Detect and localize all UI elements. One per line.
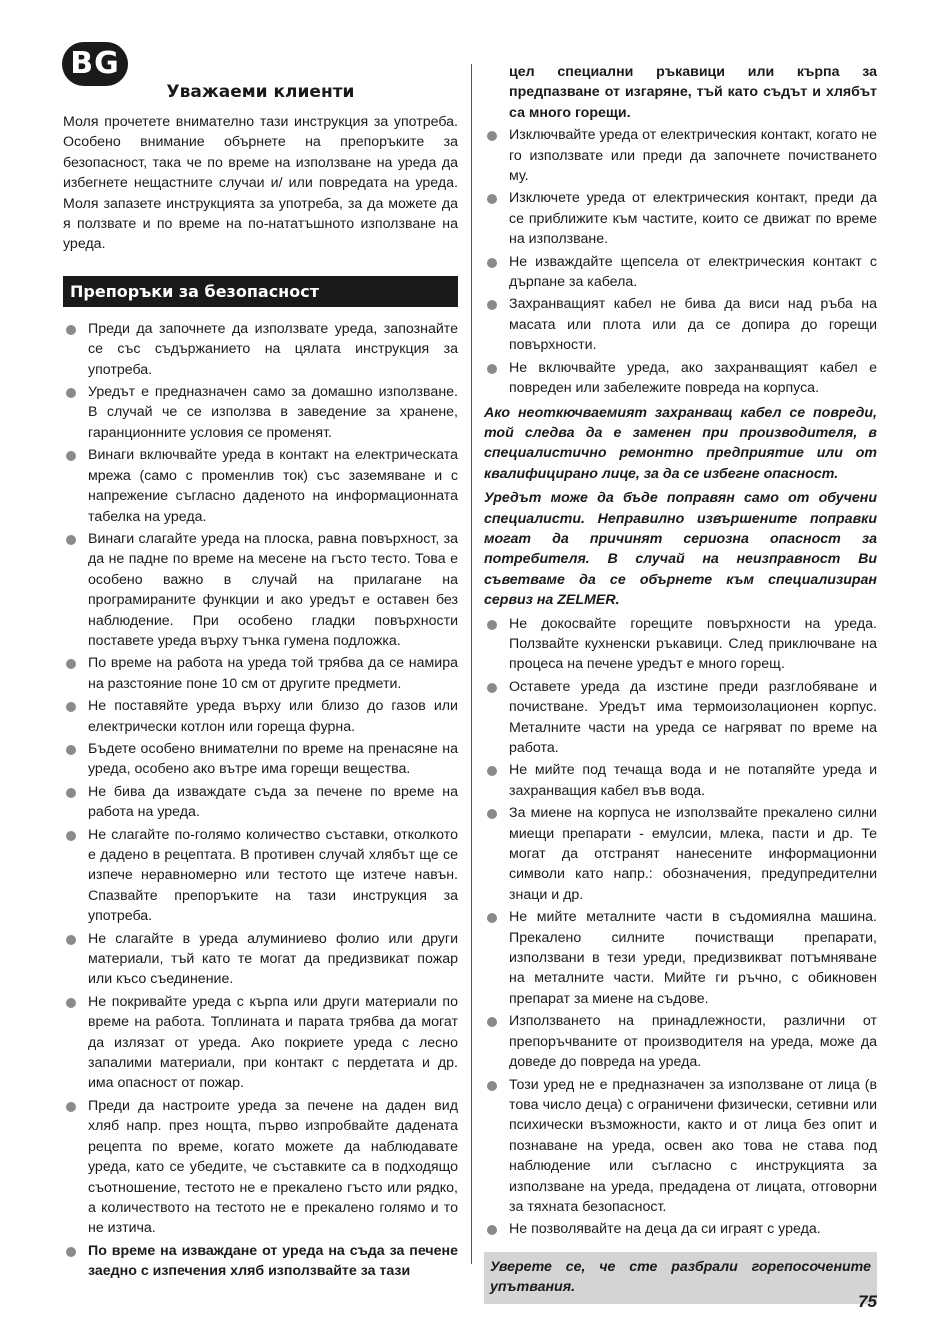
list-item: Не позволявайте на деца да си играят с уреда.	[484, 1219, 877, 1239]
language-badge: BG	[62, 42, 128, 86]
list-item: По време на работа на уреда той трябва да се намира на разстояние поне 10 см от другите предмети.	[63, 653, 458, 694]
list-item: Преди да започнете да използвате уреда, запознайте се със съдържанието на цялата инструкция за употреба.	[63, 319, 458, 380]
list-item: Не включвайте уреда, ако захранващият кабел е повреден или забележите повреда на корпуса.	[484, 358, 877, 399]
list-item: Не докосвайте горещите повърхности на уреда. Ползвайте кухненски ръкавици. След приключване на процеса на печене уредът е много горещ.	[484, 614, 877, 675]
safety-list-right-b	[484, 614, 877, 1240]
list-item: Този уред не е предназначен за използване от лица (в това число деца) с ограничени физически, сетивни или психически възможности, както и от лица без опит и познаване на уреда, освен ако това не става под наблюдение или съгласно с инструкцията за използване на уреда, предадена от лицата, отговорни за тяхната безопасност.	[484, 1075, 877, 1218]
column-divider	[471, 64, 472, 1264]
list-item: Използването на принадлежности, различни от препоръчваните от производителя на уреда, може да доведе до повреда на уреда.	[484, 1011, 877, 1072]
list-item: Не бива да изваждате съда за печене по време на работа на уреда.	[63, 782, 458, 823]
list-item: За миене на корпуса не използвайте прекалено силни миещи препарати - емулсии, млека, пасти и др. Те могат да отстранят нанесените информационни символи като напр.: обозначения, предупредителни знаци и др.	[484, 803, 877, 905]
warning-paragraph: Уредът може да бъде поправян само от обучени специалисти. Неправилно извършените поправки могат да причинят сериозна опасност за потребителя. В случай на неизправност Ви съветваме да се обърнете към специализиран сервиз на ZELMER.	[484, 490, 877, 609]
page-title: Уважаеми клиенти	[166, 82, 355, 102]
list-item: Бъдете особено внимателни по време на пренасяне на уреда, особено ако вътре има горещи вещества.	[63, 739, 458, 780]
intro-paragraph: Моля прочетете внимателно тази инструкция за употреба. Особено внимание обърнете на препоръките за безопасност, така че по време на използване на уреда да избегнете нещастните случаи и/ или повредата на уреда. Моля запазете инструкцията за употреба, за да можете да я ползвате и по време на по-нататъшното използване на уреда.	[63, 114, 458, 253]
list-item: Изключете уреда от електрическия контакт, преди да се приближите към частите, които се движат по време на използване.	[484, 188, 877, 249]
list-item-bold: По време на изваждане от уреда на съда за печене заедно с изпечения хляб използвайте за тази	[63, 1241, 458, 1282]
section-heading: Препоръки за безопасност	[63, 276, 458, 307]
list-item: Не слагайте в уреда алуминиево фолио или други материали, тъй като те могат да предизвикат пожар или късо съединение.	[63, 929, 458, 990]
list-item: Винаги включвайте уреда в контакт на електрическата мрежа (само с променлив ток) със заземяване и с напрежение съгласно даденото на информационната табелка на уреда.	[63, 445, 458, 527]
list-item: Оставете уреда да изстине преди разглобяване и почистване. Уредът има термоизолационен корпус. Металните части на уреда се нагряват по време на работа.	[484, 677, 877, 759]
right-column	[484, 62, 877, 1304]
list-item: Винаги слагайте уреда на плоска, равна повърхност, за да не падне по време на месене на гъсто тесто. Това е особено важно в случай на прилагане на програмираните функции и ако уредът е оставен без наблюдение. При особено гладки повърхности поставете уреда върху тънка гумена подложка.	[63, 529, 458, 651]
safety-list-right-a	[484, 62, 877, 399]
list-item: Не поставяйте уреда върху или близо до газов или електрически котлон или гореща фурна.	[63, 696, 458, 737]
list-item-continuation: цел специални ръкавици или кърпа за предпазване от изгаряне, тъй като съдът и хлябът са много горещи.	[509, 64, 877, 121]
list-item: Не изваждайте щепсела от електрическия контакт с дърпане за кабела.	[484, 252, 877, 293]
list-item: Уредът е предназначен само за домашно използване. В случай че се използва в заведение за хранене, гаранционните условия се променят.	[63, 382, 458, 443]
list-item: Изключвайте уреда от електрическия контакт, когато не го използвате или преди да започнете почистването му.	[484, 125, 877, 186]
safety-list-left	[63, 319, 458, 1282]
left-column	[63, 82, 458, 1284]
list-item: Не слагайте по-голямо количество съставки, отколкото е дадено в рецептата. В противен случай хлябът ще се изпече неравномерно или тестото ще изтече навън. Спазвайте препоръките на тази инструкция за употреба.	[63, 825, 458, 927]
list-item: Захранващият кабел не бива да виси над ръба на масата или плота или да се допира до горещи повърхности.	[484, 294, 877, 355]
list-item: Не покривайте уреда с кърпа или други материали по време на работа. Топлината и парата трябва да могат да излязат от уреда. Ако покриете уреда с лесно запалими материали, при контакт с пердетата и др. има опасност от пожар.	[63, 992, 458, 1094]
list-item: Не мийте металните части в съдомиялна машина. Прекалено силните почистващи препарати, използвани в тези уреди, предизвикват потъмняване на металните части. Мийте ги ръчно, с обикновен препарат за миене на съдове.	[484, 907, 877, 1009]
note-box: Уверете се, че сте разбрали горепосочените упътвания.	[484, 1252, 877, 1304]
list-item: Не мийте под течаща вода и не потапяйте уреда и захранващия кабел във вода.	[484, 760, 877, 801]
warning-paragraph: Ако неоткючваемият захранващ кабел се повреди, той следва да е заменен при производителя, в специалистично ремонтно предприятие или от квалифицирано лице, за да се избегне опасност.	[484, 404, 877, 482]
list-item: Преди да настроите уреда за печене на даден вид хляб напр. през нощта, първо изпробвайте дадената рецепта по време, когато можете да наблюдавате уреда, като се убедите, че съставките са в подходящо съотношение, тестото не е прекалено гъсто или рядко, а количеството на тестото не е прекалено голямо и то не изтича.	[63, 1096, 458, 1239]
page-number: 75	[858, 1292, 877, 1311]
